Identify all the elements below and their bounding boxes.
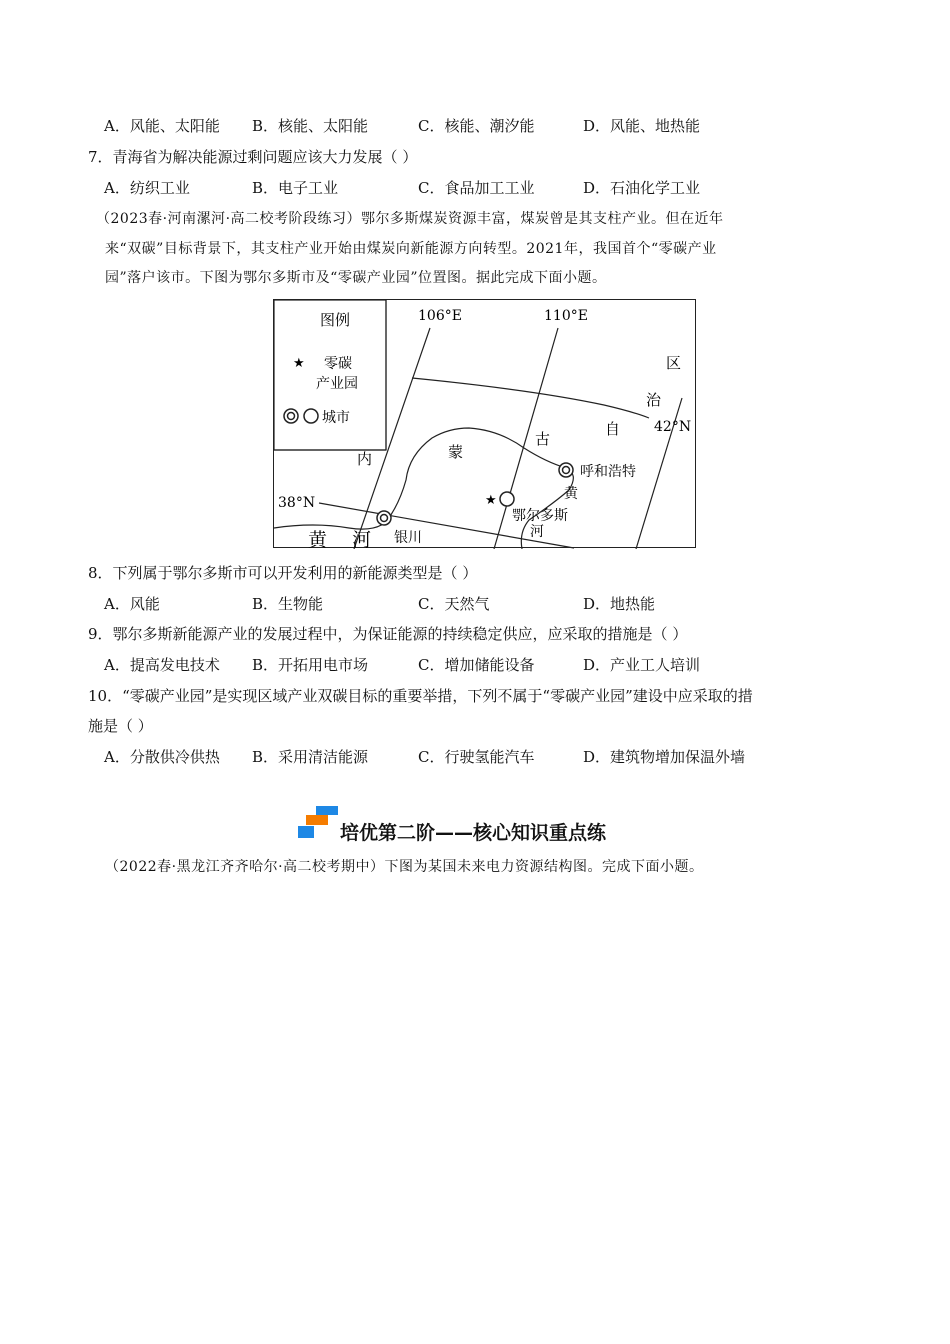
- q7-option-d: D．石油化学工业: [583, 179, 701, 197]
- ordos-location-map: [273, 299, 696, 548]
- q10-stem-line-1: 10．“零碳产业园”是实现区域产业双碳目标的重要举措，下列不属于“零碳产业园”建设中应采取的措: [88, 687, 753, 705]
- legend-title: 图例: [320, 311, 351, 329]
- q6-option-d: D．风能、地热能: [583, 117, 701, 135]
- zero-carbon-park-star-icon: ★: [485, 493, 497, 508]
- river-big-label-1: 黄: [308, 529, 328, 549]
- section-blocks-icon: [298, 806, 340, 840]
- legend-star-icon: ★: [293, 356, 305, 371]
- passage1-line-3: 园”落户该市。下图为鄂尔多斯市及“零碳产业园”位置图。据此完成下面小题。: [105, 270, 607, 286]
- river-label-1: 黄: [564, 486, 578, 502]
- q8-option-b: B．生物能: [252, 595, 324, 613]
- q8-option-d: D．地热能: [583, 595, 656, 613]
- legend-city-icon: [304, 409, 318, 423]
- q9-stem: 9．鄂尔多斯新能源产业的发展过程中，为保证能源的持续稳定供应，应采取的措施是（ ）: [88, 625, 688, 643]
- parallel-42n: [412, 378, 649, 418]
- passage1-line-2: 来“双碳”目标背景下，其支柱产业开始由煤炭向新能源方向转型。2021年，我国首个“零碳产业: [105, 241, 717, 257]
- river-label-2: 河: [530, 524, 544, 540]
- section-title: 培优第二阶——核心知识重点练: [340, 822, 607, 844]
- q7-option-a: A．纺织工业: [104, 179, 190, 197]
- q7-stem: 7．青海省为解决能源过剩问题应该大力发展（ ）: [88, 148, 418, 166]
- region-char-qu: 区: [666, 354, 682, 372]
- hohhot-marker: [559, 463, 573, 477]
- q8-option-c: C．天然气: [418, 595, 490, 613]
- yinchuan-marker: [377, 511, 391, 525]
- legend-star-label-1: 零碳: [324, 356, 352, 372]
- q6-option-a: A．风能、太阳能: [104, 117, 220, 135]
- ordos-marker: [500, 492, 514, 506]
- q10-stem-line-2: 施是（ ）: [88, 717, 153, 735]
- q10-option-b: B．采用清洁能源: [252, 748, 369, 766]
- lon-110-label: 110°E: [544, 308, 588, 324]
- passage2-text: （2022春·黑龙江齐齐哈尔·高二校考期中）下图为某国未来电力资源结构图。完成下面小题。: [105, 859, 704, 875]
- q10-option-c: C．行驶氢能汽车: [418, 748, 535, 766]
- q9-option-a: A．提高发电技术: [104, 656, 220, 674]
- region-char-zi: 自: [605, 420, 621, 438]
- q9-option-d: D．产业工人培训: [583, 656, 701, 674]
- q6-option-b: B．核能、太阳能: [252, 117, 369, 135]
- legend-city-label: 城市: [322, 410, 350, 426]
- q6-option-c: C．核能、潮汐能: [418, 117, 535, 135]
- q10-option-d: D．建筑物增加保温外墙: [583, 748, 746, 766]
- legend-star-label-2: 产业园: [316, 376, 358, 392]
- city-hohhot-label: 呼和浩特: [580, 464, 636, 480]
- q9-option-b: B．开拓用电市场: [252, 656, 369, 674]
- q7-option-b: B．电子工业: [252, 179, 339, 197]
- q9-option-c: C．增加储能设备: [418, 656, 535, 674]
- lat-42-label: 42°N: [654, 419, 692, 435]
- q7-option-c: C．食品加工工业: [418, 179, 535, 197]
- lat-38-label: 38°N: [278, 495, 316, 511]
- region-char-gu: 古: [535, 430, 551, 448]
- q8-stem: 8．下列属于鄂尔多斯市可以开发利用的新能源类型是（ ）: [88, 564, 478, 582]
- river-big-label-2: 河: [352, 529, 372, 549]
- region-char-meng: 蒙: [448, 443, 464, 461]
- region-char-zhi: 治: [646, 391, 662, 409]
- legend-capital-icon: [284, 409, 298, 423]
- passage1-line-1: （2023春·河南漯河·高二校考阶段练习）鄂尔多斯煤炭资源丰富，煤炭曾是其支柱产业。但在近年: [96, 211, 724, 227]
- city-ordos-label: 鄂尔多斯: [512, 508, 568, 524]
- q10-option-a: A．分散供冷供热: [104, 748, 220, 766]
- lon-106-label: 106°E: [418, 308, 462, 324]
- q8-option-a: A．风能: [104, 595, 160, 613]
- region-char-nei: 内: [357, 450, 373, 468]
- city-yinchuan-label: 银川: [394, 530, 422, 546]
